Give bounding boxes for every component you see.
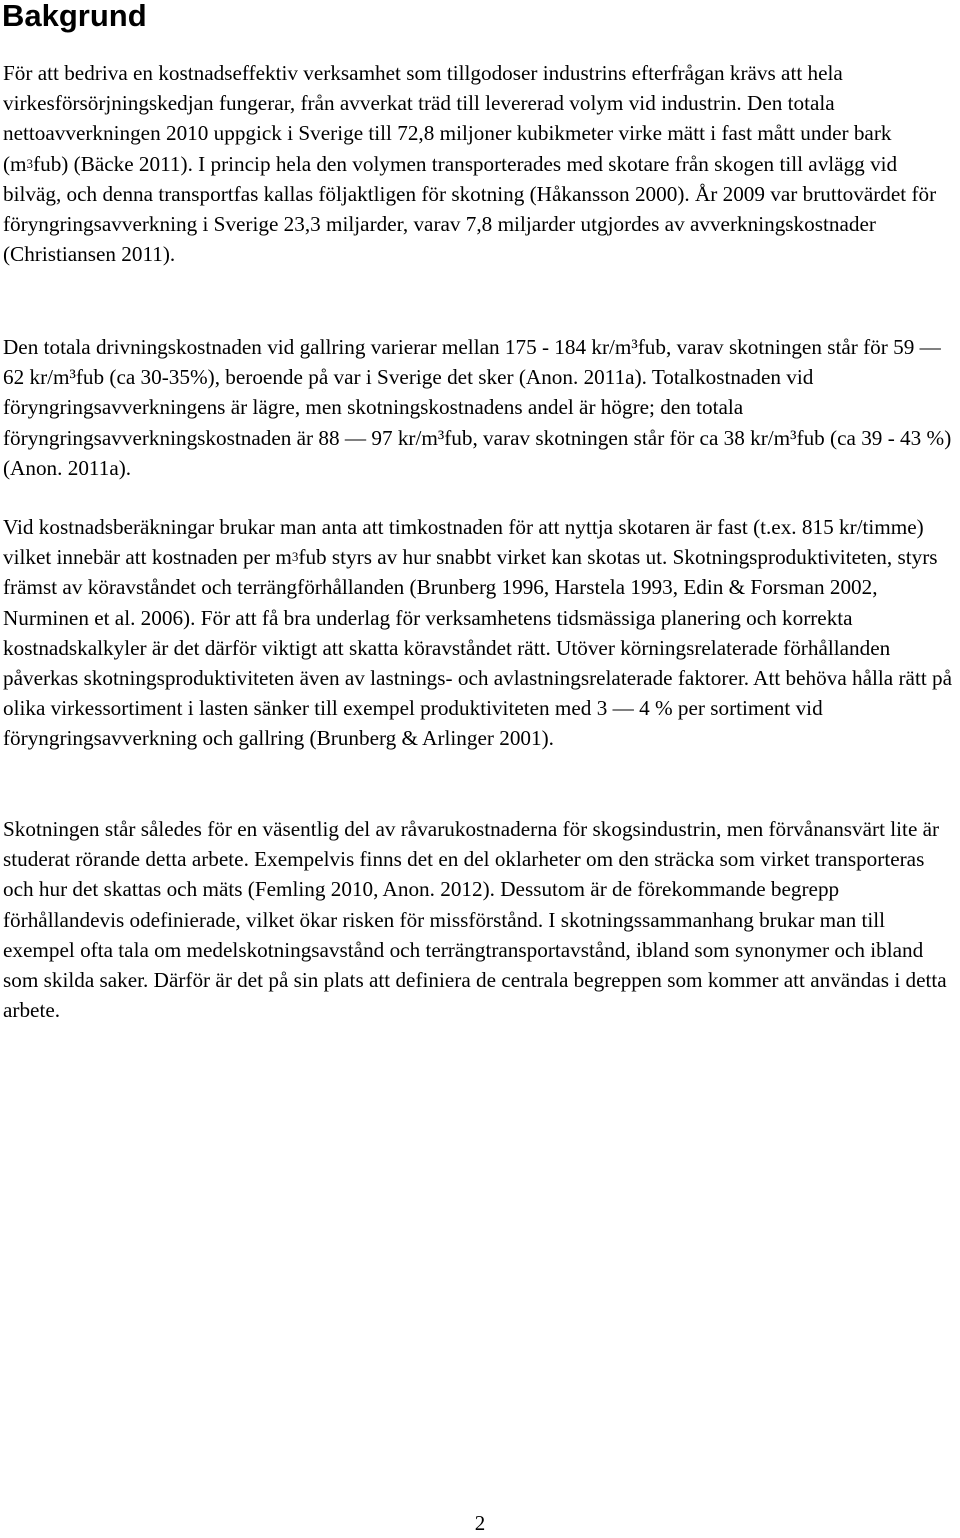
paragraph-3: [3, 512, 957, 754]
paragraph-1: [3, 58, 957, 269]
paragraph-4: Skotningen står således för en väsentlig del av råvarukostnaderna för skogsindustrin, men förvånansvärt lite är studerat rörande detta arbete. Exempelvis finns det en del oklarheter om den sträcka som virket transporteras och hur det skattas och mäts (Femling 2010, Anon. 2012). Dessutom är de förekommande begrepp förhållandevis odefinierade, vilket ökar risken för missförstånd. I skotningssammanhang brukar man till exempel ofta tala om medelskotningsavstånd och terrängtransportavstånd, ibland som synonymer och ibland som skilda saker. Därför är det på sin plats att definiera de centrala begreppen som kommer att användas i detta arbete.: [3, 817, 947, 1023]
superscript-3: 3: [26, 155, 34, 171]
paragraph-1-text-a: För att bedriva en kostnadseffektiv verksamhet som tillgodoser industrins efterfrågan krävs att hela virkesförsörjningskedjan fungerar, från avverkat träd till levererad volym vid industrin. Den totala nettoavverkningen 2010 uppgick i Sverige till 72,8 miljoner kubikmeter virke mätt i fast mått under bark (m: [3, 61, 892, 176]
section-heading: Bakgrund: [2, 0, 147, 33]
page-number: 2: [474, 1511, 486, 1535]
paragraph-3-text-a: Vid kostnadsberäkningar brukar man anta att timkostnaden för att nyttja skotaren är fast (t.ex. 815 kr/timme) vilket innebär att kostnaden per m: [3, 515, 924, 570]
paragraph-2: Den totala drivningskostnaden vid gallring varierar mellan 175 - 184 kr/m³fub, varav skotningen står för 59 — 62 kr/m³fub (ca 30-35%), beroende på var i Sverige det sker (Anon. 2011a). Totalkostnaden vid föryngringsavverkningens är lägre, men skotningskostnadens andel är högre; den totala föryngringsavverkningskostnaden är 88 — 97 kr/m³fub, varav skotningen står för ca 38 kr/m³fub (ca 39 - 43 %) (Anon. 2011a).: [3, 335, 952, 480]
superscript-3: 3: [291, 549, 299, 565]
paragraph-3-text-b: fub styrs av hur snabbt virket kan skotas ut. Skotningsproduktiviteten, styrs främst av köravståndet och terrängförhållanden (Brunberg 1996, Harstela 1993, Edin & Forsman 2002, Nurminen et al. 2006). För att få bra underlag för verksamhetens tidsmässiga planering och korrekta kostnadskalkyler är det därför viktigt att skatta köravståndet rätt. Utöver körningsrelaterade förhållanden påverkas skotningsproduktiviteten även av lastnings- och avlastningsrelaterade faktorer. Att behöva hålla rätt på olika virkessortiment i lasten sänker till exempel produktiviteten med 3 — 4 % per sortiment vid föryngringsavverkning och gallring (Brunberg & Arlinger 2001).: [3, 545, 953, 751]
paragraph-1-text-b: fub) (Bäcke 2011). I princip hela den volymen transporterades med skotare från skogen till avlägg vid bilväg, och denna transportfas kallas följaktligen för skotning (Håkansson 2000). År 2009 var bruttovärdet för föryngringsavverkning i Sverige 23,3 miljarder, varav 7,8 miljarder utgjordes av avverkningskostnader (Christiansen 2011).: [3, 151, 937, 267]
